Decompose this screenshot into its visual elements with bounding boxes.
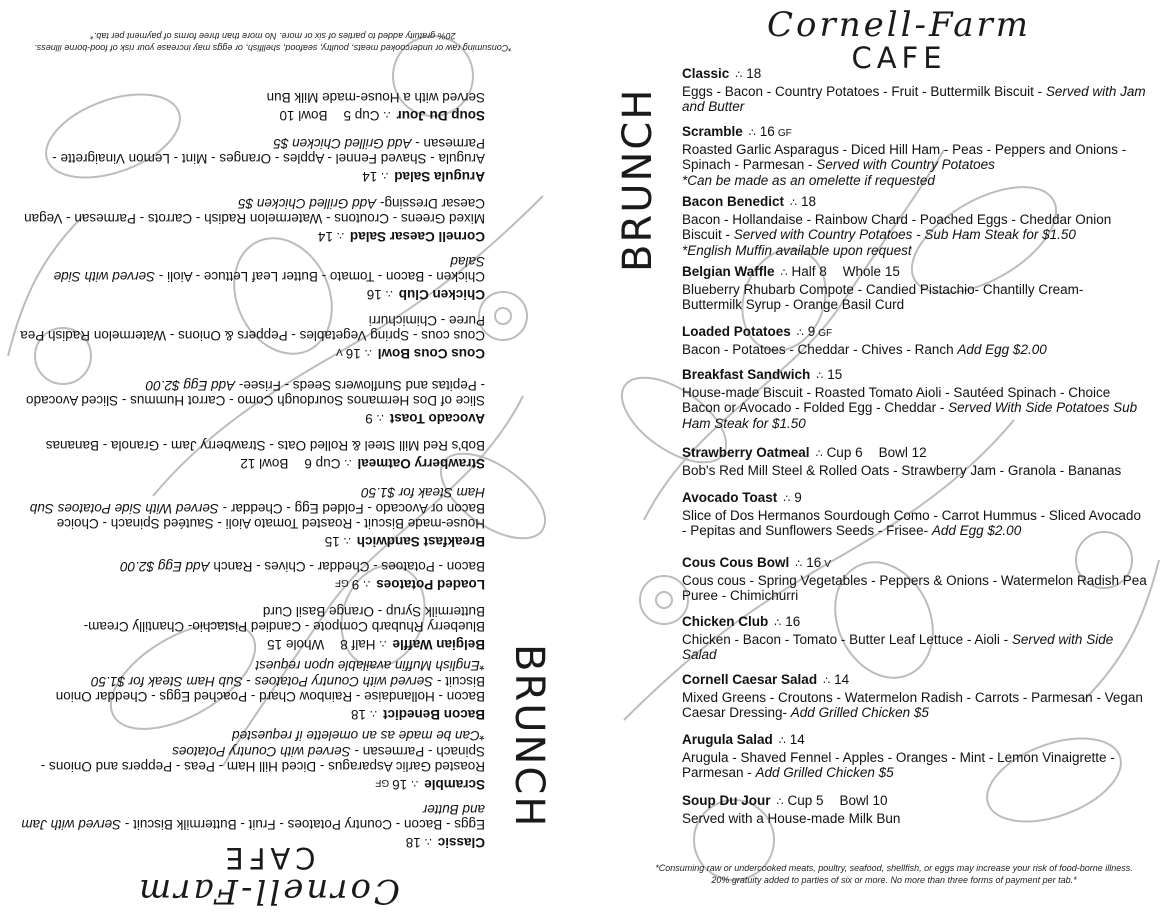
item-description-text: Bob's Red Mill Steel & Rolled Oats - Strawberry Jam - Granola - Bananas — [682, 462, 1122, 478]
item-description — [20, 438, 485, 454]
menu-item — [682, 445, 1147, 478]
item-price: Half 8 — [340, 637, 376, 652]
item-name: Chicken Club — [682, 614, 769, 629]
item-description — [20, 313, 485, 344]
item-description — [682, 508, 1147, 539]
menu-item — [682, 194, 1147, 258]
item-name: Bacon Benedict — [682, 194, 785, 209]
item-price: Cup 6 — [826, 445, 863, 460]
item-description-italic: Add Grilled Chicken $5 — [273, 136, 412, 151]
item-description — [20, 604, 485, 635]
item-description-text: Blueberry Rhubarb Compote - Candied Pistachio- Chantilly Cream- Buttermilk Syrup - Orange Basil Curd — [682, 281, 1084, 312]
menu-item — [682, 672, 1147, 721]
item-description — [682, 750, 1147, 781]
item-price: 18 — [746, 66, 762, 81]
menu-item — [682, 732, 1147, 781]
three-dot-icon: ∴ — [364, 346, 372, 358]
item-description-italic: Served with Jam and Butter — [21, 802, 485, 833]
item-price: 9 — [794, 490, 802, 505]
item-name: Strawberry Oatmeal — [682, 445, 810, 460]
section-title: BRUNCH — [506, 643, 552, 829]
item-description-text: Eggs - Bacon - Country Potatoes - Fruit - Buttermilk Biscuit - — [121, 817, 485, 833]
section-title: BRUNCH — [615, 87, 661, 273]
menu-item — [20, 485, 485, 549]
item-description — [682, 811, 1147, 827]
item-description — [682, 342, 1147, 358]
item-description — [20, 802, 485, 833]
three-dot-icon: ∴ — [343, 534, 351, 546]
item-name: Loaded Potatoes — [682, 324, 791, 339]
item-price: 16 — [392, 777, 408, 792]
item-name: Avocado Toast — [389, 411, 485, 426]
menu-item — [682, 614, 1147, 663]
three-dot-icon: ∴ — [376, 411, 384, 423]
brand-cafe: CAFE — [220, 841, 316, 875]
item-description-text: Served with a House-made Milk Bun — [682, 810, 901, 826]
item-name: Breakfast Sandwich — [682, 367, 811, 382]
item-description-text: Slice of Dos Hermanos Sourdough Como - Carrot Hummus - Sliced Avocado - Pepitas and Sunflowers Seeds - Frisee- — [26, 378, 485, 409]
three-dot-icon: ∴ — [381, 169, 389, 181]
item-price: 16 — [785, 614, 801, 629]
item-description — [20, 90, 485, 106]
item-description — [682, 385, 1147, 432]
item-price: 16 — [366, 287, 382, 302]
three-dot-icon: ∴ — [411, 777, 419, 789]
item-name: Breakfast Sandwich — [356, 534, 485, 549]
item-price: 18 — [405, 835, 421, 850]
item-name: Loaded Potatoes — [376, 577, 485, 592]
disclaimer-footer — [3, 30, 543, 54]
menu-item — [20, 254, 485, 303]
item-name: Cornell Caesar Salad — [349, 229, 485, 244]
brand-script: Cornell-Farm — [766, 5, 1032, 45]
disclaimer-footer — [624, 862, 1164, 886]
item-description-text: Mixed Greens - Croutons - Watermelon Radish - Carrots - Parmesan - Vegan Caesar Dressing- — [24, 196, 485, 227]
three-dot-icon: ∴ — [815, 448, 823, 460]
item-description — [20, 674, 485, 705]
menu-item — [682, 793, 1147, 826]
dietary-tag: GF — [818, 328, 833, 339]
item-note: *Can be made as an omelette if requested — [232, 728, 485, 744]
item-description-text: Bacon - Potatoes - Cheddar - Chives - Ranch — [682, 341, 958, 357]
item-description-italic: Served with Jam and Butter — [682, 83, 1146, 114]
item-description — [20, 485, 485, 532]
menu-item — [682, 66, 1147, 115]
item-description — [20, 254, 485, 285]
three-dot-icon: ∴ — [790, 197, 798, 209]
item-price-secondary: Whole 15 — [267, 637, 325, 652]
item-description-text: Chicken - Bacon - Tomato - Butter Leaf Lettuce - Aioli - — [682, 631, 1012, 647]
item-description-text: House-made Biscuit - Roasted Tomato Aioli - Sautéed Spinach - Choice Bacon or Avocado - Folded Egg - Cheddar - — [682, 384, 1111, 415]
item-name: Cous Cous Bowl — [682, 555, 790, 570]
three-dot-icon: ∴ — [424, 835, 432, 847]
item-note: *English Muffin available upon request — [255, 658, 485, 674]
item-description — [682, 142, 1147, 173]
menu-item — [682, 264, 1147, 313]
item-description-italic: Served With Side Potatoes Sub Ham Steak for $1.50 — [682, 400, 1138, 431]
dietary-tag: GF — [334, 577, 349, 588]
item-description-text: Blueberry Rhubarb Compote - Candied Pistachio- Chantilly Cream- Buttermilk Syrup - Orange Basil Curd — [83, 604, 485, 635]
three-dot-icon: ∴ — [379, 637, 387, 649]
item-description-text: Served with a House-made Milk Bun — [266, 90, 485, 106]
three-dot-icon: ∴ — [795, 558, 803, 570]
three-dot-icon: ∴ — [776, 796, 784, 808]
menu-item — [682, 367, 1147, 431]
item-description-text: Mixed Greens - Croutons - Watermelon Radish - Carrots - Parmesan - Vegan Caesar Dressing- — [682, 689, 1143, 720]
item-description-text: Roasted Garlic Asparagus - Diced Hill Ham - Peas - Peppers and Onions - Spinach - Parmesan - — [40, 744, 485, 775]
dietary-tag: V — [336, 346, 343, 357]
item-description-italic: Served with Side Salad — [53, 254, 485, 285]
item-description-italic: Served with Country Potatoes - Sub Ham Steak for $1.50 — [733, 227, 1076, 242]
menu-item — [682, 324, 1147, 357]
item-description-text: Bob's Red Mill Steel & Rolled Oats - Strawberry Jam - Granola - Bananas — [45, 438, 485, 454]
menu-item — [682, 124, 1147, 188]
item-price: Cup 5 — [343, 108, 380, 123]
item-description-italic: Served with Country Potatoes - Sub Ham Steak for $1.50 — [91, 674, 434, 689]
menu-item — [682, 490, 1147, 539]
menu-item — [20, 604, 485, 653]
item-price: 15 — [827, 367, 843, 382]
three-dot-icon: ∴ — [735, 69, 743, 81]
item-description-italic: Add Egg $2.00 — [931, 523, 1022, 538]
menu-item — [20, 378, 485, 427]
item-price-secondary: Bowl 10 — [279, 108, 328, 123]
item-name: Scramble — [424, 777, 485, 792]
item-name: Classic — [437, 835, 485, 850]
menu-item — [682, 555, 1147, 604]
menu-item — [20, 728, 485, 792]
item-price: 9 — [365, 411, 373, 426]
item-description-italic: Served with Side Salad — [682, 631, 1114, 662]
item-description — [20, 378, 485, 409]
item-note: *English Muffin available upon request — [682, 242, 912, 258]
item-description-text: Bacon - Potatoes - Cheddar - Chives - Ranch — [209, 559, 485, 575]
three-dot-icon: ∴ — [778, 735, 786, 747]
item-name: Arugula Salad — [682, 732, 773, 747]
item-description — [682, 573, 1147, 604]
item-description-italic: Served with Country Potatoes — [172, 744, 351, 759]
item-description-text: Slice of Dos Hermanos Sourdough Como - Carrot Hummus - Sliced Avocado - Pepitas and Sunflowers Seeds - Frisee- — [682, 507, 1141, 538]
menu-item — [20, 136, 485, 185]
item-note: *Can be made as an omelette if requested — [682, 172, 935, 188]
item-description-text: House-made Biscuit - Roasted Tomato Aioli - Sautéed Spinach - Choice Bacon or Avocado - Folded Egg - Cheddar - — [56, 501, 485, 532]
item-price: Cup 6 — [304, 456, 341, 471]
item-price: 14 — [317, 229, 333, 244]
dietary-tag: GF — [777, 128, 792, 139]
item-description — [682, 690, 1147, 721]
item-name: Arugula Salad — [394, 169, 485, 184]
item-description-italic: Add Grilled Chicken $5 — [238, 196, 377, 211]
item-price: Cup 5 — [787, 793, 824, 808]
three-dot-icon: ∴ — [823, 675, 831, 687]
item-description — [682, 282, 1147, 313]
item-description-text: Chicken - Bacon - Tomato - Butter Leaf Lettuce - Aioli - — [155, 269, 485, 285]
dietary-tag: V — [824, 559, 831, 570]
item-price-secondary: Bowl 12 — [240, 456, 289, 471]
item-price: 16 — [806, 555, 822, 570]
gratuity-line: 20% gratuity added to parties of six or more. No more than three forms of payment per tab.* — [711, 875, 1077, 885]
menu-item — [20, 196, 485, 245]
item-description-text: Arugula - Shaved Fennel - Apples - Oranges - Mint - Lemon Vinaigrette - Parmesan - — [52, 136, 485, 167]
item-name: Belgian Waffle — [392, 637, 485, 652]
three-dot-icon: ∴ — [816, 370, 824, 382]
item-price-secondary: Whole 15 — [842, 264, 900, 279]
item-price: 14 — [362, 169, 378, 184]
item-name: Soup Du Jour — [682, 793, 771, 808]
item-price-secondary: Bowl 10 — [839, 793, 888, 808]
three-dot-icon: ∴ — [385, 287, 393, 299]
menu-item — [20, 90, 485, 123]
item-description — [20, 744, 485, 775]
item-price: 15 — [324, 534, 340, 549]
menu-item — [20, 658, 485, 722]
item-price: 9 — [351, 577, 360, 592]
item-description-italic: Add Grilled Chicken $5 — [755, 765, 894, 780]
item-name: Chicken Club — [398, 287, 485, 302]
item-price: 9 — [807, 324, 816, 339]
item-description-text: Bacon - Hollandaise - Rainbow Chard - Poached Eggs - Cheddar Onion Biscuit - — [55, 674, 485, 705]
item-description-text: Roasted Garlic Asparagus - Diced Hill Ham - Peas - Peppers and Onions - Spinach - Parmesan - — [682, 141, 1127, 172]
item-description-text: Cous cous - Spring Vegetables - Peppers & Onions - Watermelon Radish Pea Puree - Chimichurri — [20, 313, 485, 344]
item-description-text: Bacon - Hollandaise - Rainbow Chard - Poached Eggs - Cheddar Onion Biscuit - — [682, 211, 1112, 242]
brand-cafe: CAFE — [851, 41, 947, 75]
item-description — [20, 196, 485, 227]
item-price: 18 — [801, 194, 817, 209]
item-name: Scramble — [682, 124, 743, 139]
dietary-tag: GF — [375, 777, 390, 788]
item-name: Cous Cous Bowl — [377, 346, 485, 361]
three-dot-icon: ∴ — [363, 577, 371, 589]
three-dot-icon: ∴ — [780, 267, 788, 279]
item-name: Strawberry Oatmeal — [357, 456, 485, 471]
item-name: Avocado Toast — [682, 490, 778, 505]
item-price: 14 — [834, 672, 850, 687]
item-description — [682, 84, 1147, 115]
three-dot-icon: ∴ — [383, 108, 391, 120]
three-dot-icon: ∴ — [783, 493, 791, 505]
item-description — [20, 136, 485, 167]
item-description-italic: Add Egg $2.00 — [145, 378, 236, 393]
item-description-text: Cous cous - Spring Vegetables - Peppers & Onions - Watermelon Radish Pea Puree - Chimichurri — [682, 572, 1147, 603]
item-description — [682, 632, 1147, 663]
menu-panel — [584, 0, 1167, 916]
item-description-italic: Served With Side Potatoes Sub Ham Steak for $1.50 — [29, 485, 485, 516]
three-dot-icon: ∴ — [369, 707, 377, 719]
gratuity-line: 20% gratuity added to parties of six or more. No more than three forms of payment per tab.* — [90, 31, 456, 41]
item-description-italic: Add Grilled Chicken $5 — [790, 705, 929, 720]
item-name: Belgian Waffle — [682, 264, 775, 279]
item-name: Bacon Benedict — [382, 707, 485, 722]
three-dot-icon: ∴ — [748, 127, 756, 139]
disclaimer-line: *Consuming raw or undercooked meats, poultry, seafood, shellfish, or eggs may increase your risk of food-borne illness. — [655, 863, 1133, 873]
item-description — [20, 559, 485, 575]
menu-item — [20, 559, 485, 592]
item-description-italic: Add Egg $2.00 — [120, 559, 210, 575]
three-dot-icon: ∴ — [336, 229, 344, 241]
item-description — [682, 463, 1147, 479]
item-description-text: Arugula - Shaved Fennel - Apples - Oranges - Mint - Lemon Vinaigrette - Parmesan - — [682, 749, 1115, 780]
item-name: Soup Du Jour — [396, 108, 485, 123]
three-dot-icon: ∴ — [344, 456, 352, 468]
upside-down-menu-panel — [0, 0, 583, 916]
item-price-secondary: Bowl 12 — [878, 445, 927, 460]
three-dot-icon: ∴ — [796, 327, 804, 339]
item-price: Half 8 — [791, 264, 827, 279]
item-price: 16 — [759, 124, 775, 139]
three-dot-icon: ∴ — [774, 617, 782, 629]
item-description-italic: Add Egg $2.00 — [957, 341, 1047, 357]
item-price: 16 — [345, 346, 361, 361]
menu-item — [20, 313, 485, 362]
item-name: Cornell Caesar Salad — [682, 672, 818, 687]
disclaimer-line: *Consuming raw or undercooked meats, poultry, seafood, shellfish, or eggs may increase your risk of food-borne illness. — [34, 43, 512, 53]
item-description-text: Eggs - Bacon - Country Potatoes - Fruit - Buttermilk Biscuit - — [682, 83, 1046, 99]
menu-item — [20, 438, 485, 471]
item-price: 18 — [350, 707, 366, 722]
item-name: Classic — [682, 66, 730, 81]
item-description — [682, 212, 1147, 243]
item-price: 14 — [789, 732, 805, 747]
brand-script: Cornell-Farm — [135, 871, 401, 911]
menu-item — [20, 802, 485, 851]
item-description-italic: Served with Country Potatoes — [816, 157, 995, 172]
